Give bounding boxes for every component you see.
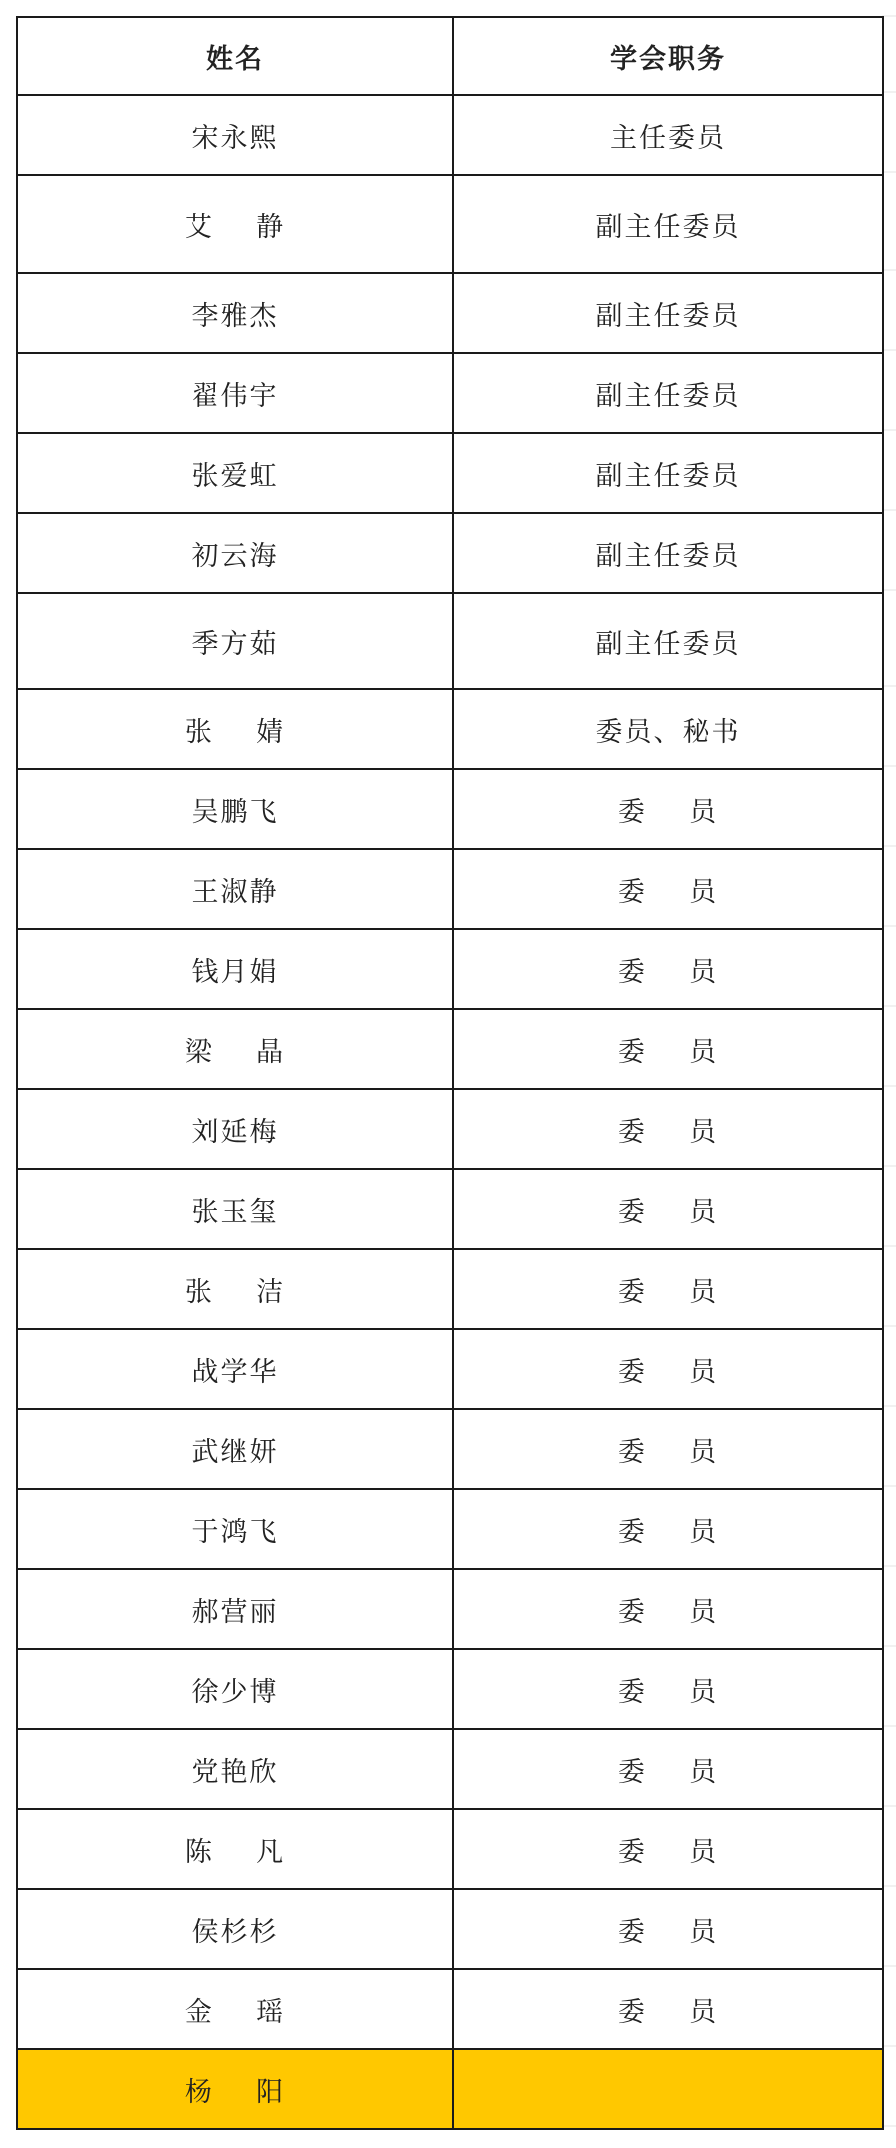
table-row bbox=[17, 1809, 883, 1889]
table-row bbox=[17, 95, 883, 175]
table-row bbox=[17, 513, 883, 593]
member-name-cell: 张 洁 bbox=[17, 1249, 453, 1329]
member-role-cell: 委 员 bbox=[453, 1889, 883, 1969]
committee-roster-table bbox=[16, 16, 884, 2130]
table-row bbox=[17, 593, 883, 689]
table-body bbox=[17, 95, 883, 2129]
header-name: 姓名 bbox=[17, 17, 453, 95]
table-row bbox=[17, 1569, 883, 1649]
member-role-cell: 副主任委员 bbox=[453, 353, 883, 433]
member-role-cell: 委 员 bbox=[453, 1409, 883, 1489]
member-name-cell: 侯杉杉 bbox=[17, 1889, 453, 1969]
member-name-cell: 初云海 bbox=[17, 513, 453, 593]
table-row bbox=[17, 273, 883, 353]
table-row bbox=[17, 1729, 883, 1809]
member-role-cell: 委 员 bbox=[453, 849, 883, 929]
member-name-cell: 陈 凡 bbox=[17, 1809, 453, 1889]
table-row bbox=[17, 1329, 883, 1409]
table-row bbox=[17, 175, 883, 273]
member-role-cell: 委员、秘书 bbox=[453, 689, 883, 769]
member-name-cell: 张 婧 bbox=[17, 689, 453, 769]
table-row bbox=[17, 433, 883, 513]
member-role-cell: 委 员 bbox=[453, 1009, 883, 1089]
member-name-cell: 杨 阳 bbox=[17, 2049, 453, 2129]
member-role-cell: 委 员 bbox=[453, 1329, 883, 1409]
table-row bbox=[17, 1969, 883, 2049]
table-row bbox=[17, 353, 883, 433]
member-name-cell: 艾 静 bbox=[17, 175, 453, 273]
member-role-cell: 委 员 bbox=[453, 1249, 883, 1329]
table-row bbox=[17, 1249, 883, 1329]
table-row bbox=[17, 1009, 883, 1089]
member-name-cell: 翟伟宇 bbox=[17, 353, 453, 433]
member-name-cell: 于鸿飞 bbox=[17, 1489, 453, 1569]
member-role-cell: 委 员 bbox=[453, 1169, 883, 1249]
table-row bbox=[17, 2049, 883, 2129]
table-row bbox=[17, 689, 883, 769]
member-role-cell: 副主任委员 bbox=[453, 593, 883, 689]
table-header-row bbox=[17, 17, 883, 95]
member-name-cell: 宋永熙 bbox=[17, 95, 453, 175]
member-name-cell: 季方茹 bbox=[17, 593, 453, 689]
member-role-cell: 委 员 bbox=[453, 1809, 883, 1889]
table-row bbox=[17, 1489, 883, 1569]
member-name-cell: 刘延梅 bbox=[17, 1089, 453, 1169]
member-name-cell: 徐少博 bbox=[17, 1649, 453, 1729]
member-role-cell: 委 员 bbox=[453, 1649, 883, 1729]
member-role-cell: 主任委员 bbox=[453, 95, 883, 175]
member-name-cell: 金 瑶 bbox=[17, 1969, 453, 2049]
member-name-cell: 李雅杰 bbox=[17, 273, 453, 353]
member-name-cell: 郝营丽 bbox=[17, 1569, 453, 1649]
table-row bbox=[17, 1089, 883, 1169]
table-row bbox=[17, 1169, 883, 1249]
member-name-cell: 党艳欣 bbox=[17, 1729, 453, 1809]
table-row bbox=[17, 929, 883, 1009]
table-row bbox=[17, 1409, 883, 1489]
member-role-cell: 委 员 bbox=[453, 1969, 883, 2049]
table-row bbox=[17, 1889, 883, 1969]
member-name-cell: 王淑静 bbox=[17, 849, 453, 929]
member-role-cell: 副主任委员 bbox=[453, 175, 883, 273]
member-role-cell: 副主任委员 bbox=[453, 433, 883, 513]
member-name-cell: 武继妍 bbox=[17, 1409, 453, 1489]
member-role-cell bbox=[453, 2049, 883, 2129]
member-role-cell: 委 员 bbox=[453, 929, 883, 1009]
member-role-cell: 副主任委员 bbox=[453, 273, 883, 353]
member-name-cell: 吴鹏飞 bbox=[17, 769, 453, 849]
member-name-cell: 梁 晶 bbox=[17, 1009, 453, 1089]
member-role-cell: 委 员 bbox=[453, 1489, 883, 1569]
member-name-cell: 战学华 bbox=[17, 1329, 453, 1409]
member-name-cell: 钱月娟 bbox=[17, 929, 453, 1009]
header-role: 学会职务 bbox=[453, 17, 883, 95]
member-name-cell: 张玉玺 bbox=[17, 1169, 453, 1249]
table-row bbox=[17, 1649, 883, 1729]
table-row bbox=[17, 769, 883, 849]
member-name-cell: 张爱虹 bbox=[17, 433, 453, 513]
member-role-cell: 委 员 bbox=[453, 1729, 883, 1809]
member-role-cell: 委 员 bbox=[453, 1089, 883, 1169]
member-role-cell: 副主任委员 bbox=[453, 513, 883, 593]
table-row bbox=[17, 849, 883, 929]
member-role-cell: 委 员 bbox=[453, 1569, 883, 1649]
member-role-cell: 委 员 bbox=[453, 769, 883, 849]
